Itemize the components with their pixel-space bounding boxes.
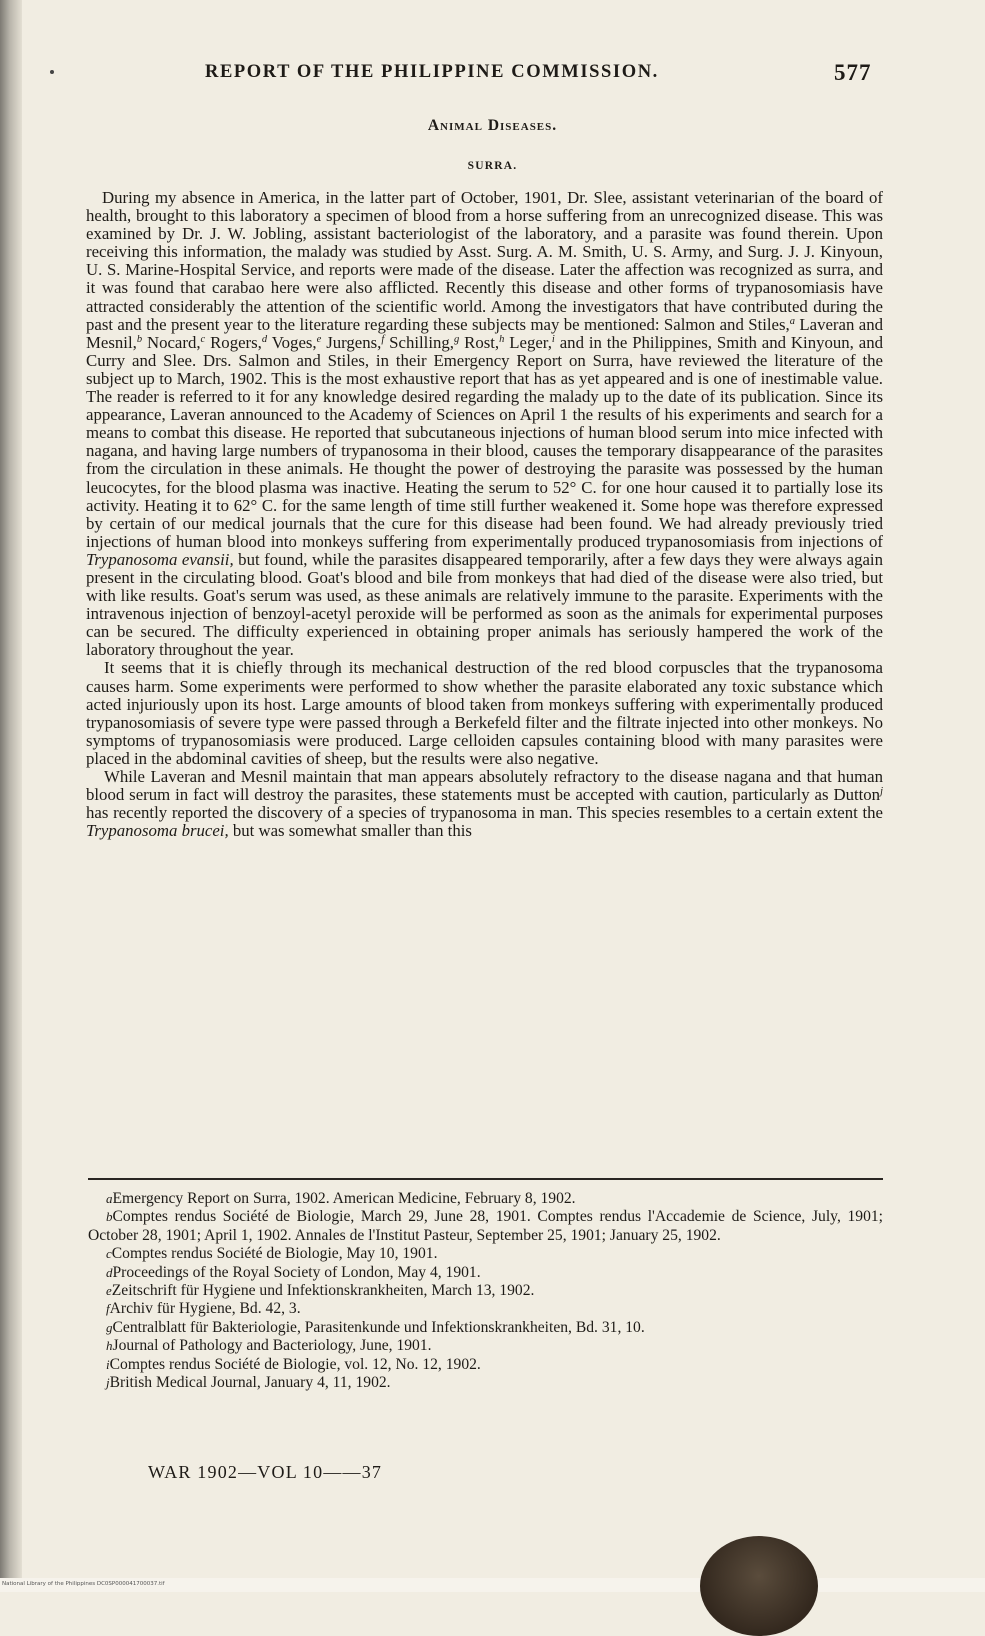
footnote-marker: g (106, 1319, 113, 1335)
scan-credit: National Library of the Philippines DC0SP000041700037.tif (2, 1581, 165, 1587)
footnote-text: Centralblatt für Bakteriologie, Parasitenkunde und Infektionskrankheiten, Bd. 31, 10. (112, 1318, 645, 1336)
paragraph-3-text-b: has recently reported the discovery of a species of trypanosoma in man. This species resembles to a certain extent the (86, 803, 883, 823)
footnote-marker: b (106, 1209, 113, 1225)
printer-signature: WAR 1902—VOL 10——37 (148, 1462, 383, 1482)
paragraph-1-text-a: During my absence in America, in the latter part of October, 1901, Dr. Slee, assistant veterinarian of the board of health, brought to this laboratory a specimen of blood from a horse suffering from an unrecognized disease. This was examined by Dr. J. W. Jobling, assistant bacteriologist of the laboratory, and a parasite was found therein. Upon receiving this information, the malady was studied by Asst. Surg. A. M. Smith, U. S. Army, and Surg. J. J. Kinyoun, U. S. Marine-Hospital Service, and reports were made of the disease. Later the affection was recognized as surra, and it was found that carabao here were also afflicted. Recently this disease and other forms of trypanosomiasis have attracted considerably the attention of the scientific world. Among the investigators that have contributed during the past and the present year to the literature regarding these subjects may be mentioned: Salmon and Stiles, (86, 188, 883, 334)
book-spine-shadow (0, 0, 22, 1592)
footnote-g (88, 1319, 883, 1337)
paragraph-1-text-e: Voges, (267, 332, 317, 352)
footnote-ref-e: e (316, 333, 322, 345)
body-text (86, 189, 883, 840)
footnote-text: Archiv für Hygiene, Bd. 42, 3. (109, 1300, 301, 1318)
footnote-marker: j (106, 1375, 110, 1391)
running-head: REPORT OF THE PHILIPPINE COMMISSION. (205, 62, 659, 82)
footnote-text: Journal of Pathology and Bacteriology, June, 1901. (112, 1337, 432, 1355)
footnote-ref-f: f (381, 333, 385, 345)
footnote-text: Comptes rendus Société de Biologie, vol. 12, No. 12, 1902. (109, 1355, 481, 1373)
species-name-brucei: Trypanosoma brucei, (86, 821, 229, 841)
footnote-text: British Medical Journal, January 4, 11, 1902. (109, 1374, 391, 1392)
footnote-text: Comptes rendus Société de Biologie, May 10, 1901. (111, 1245, 438, 1263)
footnote-ref-d: d (261, 333, 268, 345)
section-title (0, 117, 985, 135)
paragraph-3 (86, 768, 883, 840)
footnote-i (88, 1356, 883, 1374)
footnote-marker: f (106, 1301, 110, 1317)
footnote-ref-a: a (789, 315, 795, 327)
footnote-d (88, 1264, 883, 1282)
footnote-b (88, 1208, 883, 1245)
footnote-marker: h (106, 1338, 113, 1354)
footnote-ref-j: j (880, 786, 883, 798)
footnote-a (88, 1190, 883, 1208)
footnote-ref-h: h (499, 333, 505, 345)
subsection-title: SURRA. (467, 160, 518, 172)
footnote-ref-b: b (136, 333, 143, 345)
paragraph-1 (86, 189, 883, 659)
footnote-marker: a (106, 1191, 113, 1206)
species-name-evansii: Trypanosoma evansii, (86, 549, 234, 569)
page-speck (50, 70, 54, 74)
paragraph-1-text-f: Jurgens, (321, 332, 382, 352)
footnote-e (88, 1282, 883, 1300)
scanner-thumb-shadow (700, 1536, 818, 1636)
footnote-ref-g: g (453, 333, 460, 345)
paragraph-2: It seems that it is chiefly through its mechanical destruction of the red blood corpuscles that the trypanosoma causes harm. Some experiments were performed to show whether the parasite elaborated any toxic substance which acted injuriously upon its host. Large amounts of blood taken from monkeys suffering with experimentally produced trypanosomiasis of severe type were passed through a Berkefeld filter and the filtrate injected into other monkeys. No symptoms of trypanosomiasis were produced. Large celloiden capsules containing blood with many parasites were placed in the abdominal cavities of sheep, but the results were also negative. (86, 658, 883, 768)
paragraph-1-text-j: and in the Philippines, Smith and Kinyoun, and Curry and Slee. Drs. Salmon and Stiles, in their Emergency Report on Surra, have reviewed the literature of the subject up to March, 1902. This is the most exhaustive report that has as yet appeared and is one of inestimable value. The reader is referred to it for any knowledge desired regarding the malady up to the date of its publication. Since its appearance, Laveran announced to the Academy of Sciences on April 1 the results of his experiments and search for a means to combat this disease. He reported that subcutaneous injections of human blood serum into mice infected with nagana, and having large numbers of trypanosoma in their blood, causes the temporary disappearance of the parasites from the circulation in these animals. He thought the power of destroying the parasite was possessed by the human leucocytes, for the blood plasma was inactive. Heating the serum to 52° C. for one hour caused it to partially lose its activity. Heating it to 62° C. for the same length of time still further weakened it. Some hope was therefore expressed by certain of our medical journals that the cure for this disease had been found. We had already previously tried injections of human blood into monkeys suffering from experimentally produced trypanosomiasis from injections of (86, 332, 883, 551)
footnote-marker: c (106, 1246, 112, 1262)
paragraph-3-text-a: While Laveran and Mesnil maintain that man appears absolutely refractory to the disease nagana and that human blood serum in fact will destroy the parasites, these statements must be accepted with caution, particularly as Dutton (86, 767, 883, 805)
footnote-divider (88, 1178, 883, 1180)
footnote-c (88, 1245, 883, 1263)
footnote-marker: e (106, 1283, 112, 1299)
footnote-h (88, 1337, 883, 1355)
footnote-text: Zeitschrift für Hygiene und Infektionskrankheiten, March 13, 1902. (111, 1282, 535, 1300)
footnote-marker: d (106, 1264, 113, 1280)
footnote-text: Proceedings of the Royal Society of London, May 4, 1901. (112, 1263, 481, 1281)
footnote-text: Comptes rendus Société de Biologie, March 29, June 28, 1901. Comptes rendus l'Accademie de Science, July, 1901; October 28, 1901; April 1, 1902. Annales de l'Institut Pasteur, September 25, 1901; January 25, 1902. (88, 1208, 883, 1244)
paragraph-1-text-h: Rost, (459, 332, 500, 352)
paragraph-1-text-d: Rogers, (205, 332, 262, 352)
footnote-text: Emergency Report on Surra, 1902. American Medicine, February 8, 1902. (112, 1190, 576, 1207)
paragraph-1-text-k: but found, while the parasites disappeared temporarily, after a few days they were always again present in the circulating blood. Goat's blood and bile from monkeys that had died of the disease were also tried, but with like results. Goat's serum was used, as these animals are relatively immune to the parasite. Experiments with the intravenous injection of benzoyl-acetyl peroxide will be performed as soon as the animals for experimental purposes can be secured. The difficulty experienced in obtaining proper animals has seriously hampered the work of the laboratory throughout the year. (86, 549, 883, 660)
page-number: 577 (834, 60, 872, 85)
paragraph-1-text-i: Leger, (504, 332, 552, 352)
paragraph-1-text-c: Nocard, (142, 332, 201, 352)
footnote-marker: i (106, 1356, 110, 1372)
paragraph-1-text-b: Laveran and Mesnil, (86, 314, 883, 352)
footnote-f (88, 1300, 883, 1318)
footnote-ref-i: i (551, 333, 555, 345)
footnote-ref-c: c (200, 333, 206, 345)
paragraph-3-text-c: but was somewhat smaller than this (228, 821, 472, 841)
section-title-text: Animal Diseases. (427, 117, 558, 134)
footnote-j (88, 1374, 883, 1392)
paragraph-1-text-g: Schilling, (384, 332, 454, 352)
footnotes (88, 1190, 883, 1392)
